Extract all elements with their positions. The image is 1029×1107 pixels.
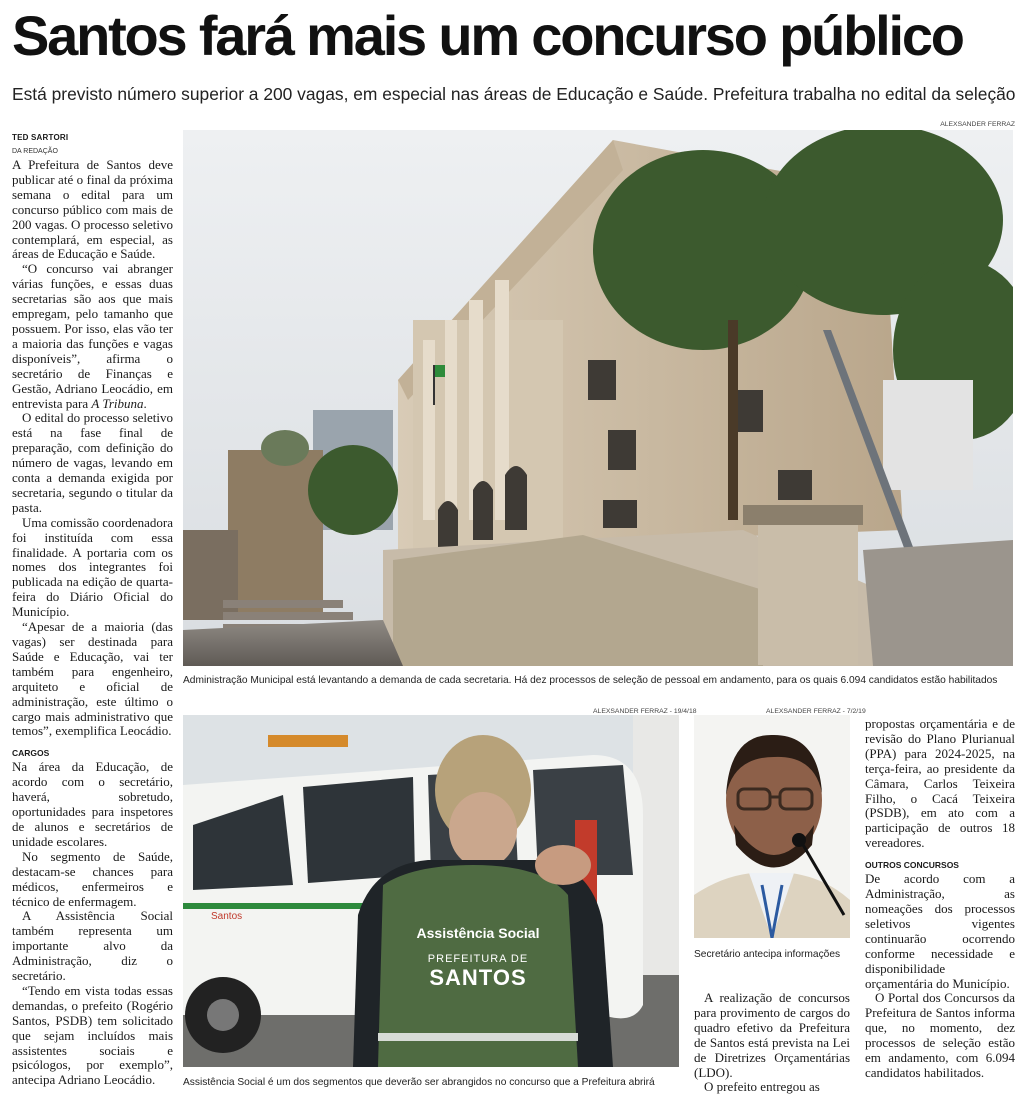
paragraph: A realização de concursos para provimento de cargos do quadro efetivo da Prefeitura de Santos está prevista na Lei de Diretrizes Orçamentárias (LDO). [694,990,850,1080]
section-heading: OUTROS CONCURSOS [865,860,959,871]
building-illustration [183,130,1013,666]
paragraph: O prefeito entregou as [704,1079,820,1095]
paragraph: De acordo com a Administração, as nomeações dos processos seletivos vigentes continuarão ocorrendo conforme necessidade e disponibilidade orçamentária do Município. [865,871,1015,991]
portrait-photo [694,715,850,938]
vest-line-3: SANTOS [429,965,527,990]
paragraph: O Portal dos Concursos da Prefeitura de Santos informa que, no momento, dez processos de seleção estão em andamento, com 6.094 candidatos habilitados. [865,990,1015,1080]
paragraph: No segmento de Saúde, destacam-se chances para médicos, enfermeiros e técnico de enfermagem. [12,848,173,909]
portrait-illustration [694,715,850,938]
vest-line-2: PREFEITURA DE [427,953,529,965]
van-logo: Santos [211,911,243,922]
desk: DA REDAÇÃO [12,148,58,155]
photo-credit: ALEXSANDER FERRAZ - 19/4/18 [593,708,697,715]
quote-text: “O concurso vai abranger várias funções, e essas duas secretarias são aos que mais empregam, pelo tamanho que possuem. Por isso, elas vão ter a maioria das funções e vagas disponíveis”, afirma o secretário de Finanças e Gestão, Adriano Leocádio, em entrevista para [12,261,173,411]
paragraph: propostas orçamentária e de revisão do Plano Plurianual (PPA) para 2024-2025, na terça-feira, ao presidente da Câmara, Carlos Teixeira Filho, o Cacá Teixeira (PSDB), em ato com a participação de outros 18 vereadores. [865,716,1015,851]
author: TED SARTORI [12,133,69,142]
paragraph: “Apesar de a maioria (das vagas) ser destinada para Saúde e Educação, vai ter também para engenheiro, arquiteto e oficial de administração, este último o cargo mais administrativo que temos”, exemplifica Leocádio. [12,619,173,739]
photo-credit: ALEXSANDER FERRAZ [940,121,1015,128]
paragraph: A Prefeitura de Santos deve publicar até o final da próxima semana o edital para um concurso público com mais de 200 vagas. O processo seletivo contemplará, em especial, as áreas de Educação e Saúde. [12,157,173,262]
subheadline: Está previsto número superior a 200 vagas, em especial nas áreas de Educação e Saúde. Prefeitura trabalha no edital da seleção [12,84,1016,104]
headline: Santos fará mais um concurso público [12,4,963,67]
paragraph: “Tendo em vista todas essas demandas, o prefeito (Rogério Santos, PSDB) tem solicitado que sejam incluídos mais assistentes sociais e psicólogos, por exemplo”, antecipa Adriano Leocádio. [12,982,173,1088]
paragraph: Na área da Educação, de acordo com o secretário, haverá, sobretudo, oportunidades para inspetores de alunos e secretários de unidade escolares. [12,759,173,849]
section-heading: CARGOS [12,748,50,759]
article-column-1 [12,158,173,1088]
paragraph [12,262,173,411]
newspaper-name: A Tribuna [91,395,144,411]
paragraph: Uma comissão coordenadora foi instituída com essa finalidade. A portaria com os nomes dos integrantes foi publicada na edição de quarta-feira do Diário Oficial do Município. [12,514,173,620]
vest-line-1: Assistência Social [416,925,540,941]
van-photo [183,715,679,1067]
paragraph: A Assistência Social também representa um importante alvo da Administração, diz o secretário. [12,908,173,984]
byline [12,132,68,157]
main-photo [183,130,1013,666]
photo-caption: Assistência Social é um dos segmentos que deverão ser abrangidos no concurso que a Prefeitura abrirá [183,1077,655,1088]
photo-caption: Administração Municipal está levantando a demanda de cada secretaria. Há dez processos de seleção de pessoal em andamento, para os quais 6.094 candidatos estão habilitados [183,675,998,686]
article-column-4 [865,717,1015,1081]
van-illustration [183,715,679,1067]
punctuation: . [143,395,147,411]
article-column-3 [694,991,850,1095]
photo-caption: Secretário antecipa informações [694,949,841,960]
photo-credit: ALEXSANDER FERRAZ - 7/2/19 [766,708,866,715]
vest-text [378,925,578,991]
paragraph: O edital do processo seletivo está na fase final de preparação, com definição do número de vagas, levando em conta a demanda exigida por secretaria, segundo o titular da pasta. [12,410,173,515]
